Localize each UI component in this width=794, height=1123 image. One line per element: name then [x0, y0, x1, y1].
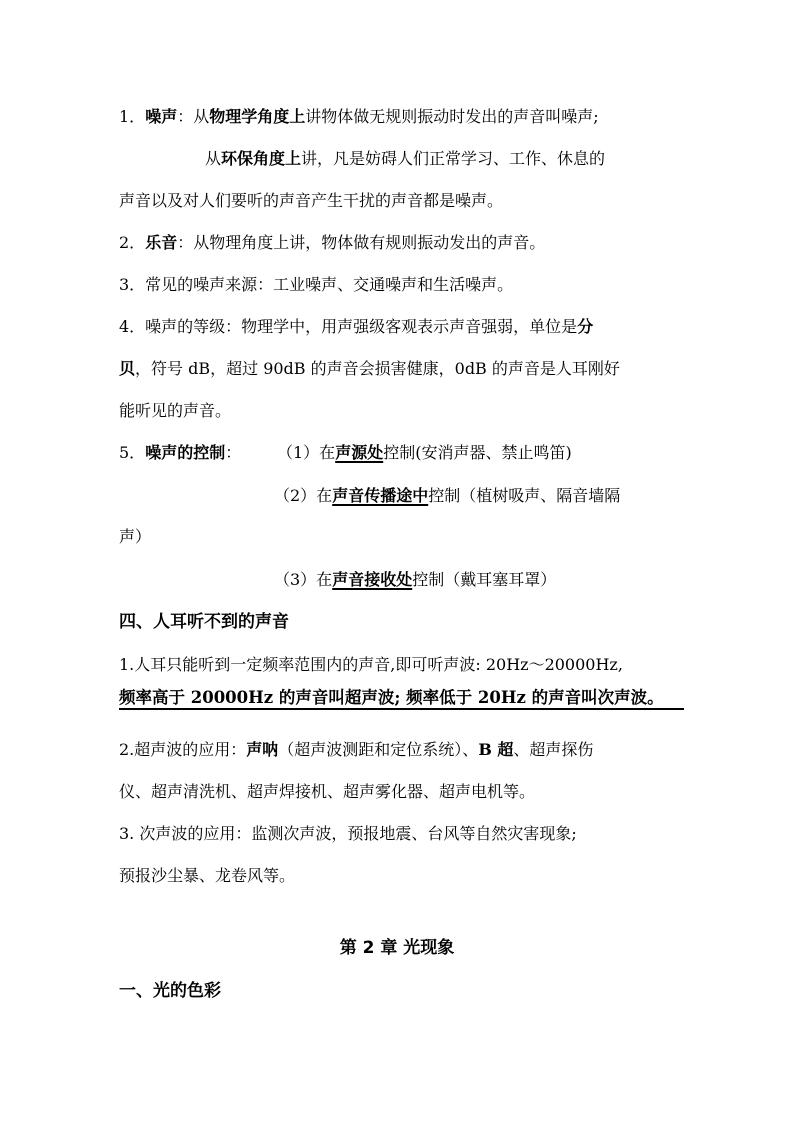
- item-5-method-2-cont: [119, 526, 151, 548]
- item-5-number: 5．: [119, 443, 146, 462]
- section-4-p2-line-1: [119, 739, 593, 761]
- ultrasound-app-list: 仪、超声清洗机、超声焊接机、超声雾化器、超声电机等。: [119, 782, 536, 801]
- item-4-text-a: 4．噪声的等级：物理学中，用声强级客观表示声音强弱，单位是: [119, 317, 578, 336]
- item-5-colon: ：: [225, 443, 242, 462]
- section-4-heading: 四、人耳听不到的声音: [119, 612, 289, 632]
- item-1-prefix-2: 从: [205, 149, 222, 168]
- infrasound-app-text-2: 预报沙尘暴、龙卷风等。: [119, 866, 296, 885]
- item-4-line-1: [119, 316, 593, 338]
- method-2-suffix: 控制（植树吸声、隔音墙隔: [428, 486, 621, 505]
- item-1-definition-1: 讲物体做无规则振动时发出的声音叫噪声;: [305, 107, 599, 126]
- item-4-line-3: [119, 400, 231, 422]
- item-4-unit-bold-b: 贝: [119, 359, 136, 378]
- item-5-method-1: [277, 442, 572, 464]
- ultrasound-infrasound-definition: 频率高于 20000Hz 的声音叫超声波; 频率低于 20Hz 的声音叫次声波。: [119, 688, 664, 707]
- item-2-term: 乐音: [145, 233, 178, 252]
- item-2-text: ：从物理角度上讲，物体做有规则振动发出的声音。: [177, 233, 546, 252]
- section-4-p1-line-1: [119, 654, 623, 676]
- section-4-p3-line-1: [119, 823, 577, 845]
- section-4-p2-line-2: [119, 781, 535, 803]
- item-1-number: 1．: [119, 107, 146, 126]
- method-3-prefix: （3）在: [274, 570, 333, 589]
- item-4-text-c: 能听见的声音。: [119, 401, 232, 420]
- infrasound-app-text: 3. 次声波的应用：监测次声波，预报地震、台风等自然灾害现象;: [119, 824, 577, 843]
- item-1-colon: ：从: [177, 107, 210, 126]
- b-ultrasound-term: B 超: [478, 740, 514, 759]
- section-4-p3-line-2: [119, 865, 295, 887]
- item-1-term: 噪声: [145, 107, 178, 126]
- item-5-method-2: [274, 485, 620, 507]
- method-2-prefix: （2）在: [274, 486, 333, 505]
- item-2-number: 2．: [119, 233, 146, 252]
- item-1-line-3: [119, 190, 503, 212]
- item-3-line: [119, 274, 513, 296]
- method-1-suffix: 控制(安消声器、禁止鸣笛): [383, 443, 572, 462]
- method-2-key: 声音传播途中: [332, 486, 429, 505]
- audible-range-text: 1.人耳只能听到一定频率范围内的声音,即可听声波: 20Hz～20000Hz,: [119, 655, 623, 674]
- item-5-line-1: [119, 442, 241, 464]
- item-1-line-2: [205, 148, 605, 170]
- item-5-method-3: [274, 569, 556, 591]
- method-3-suffix: 控制（戴耳塞耳罩）: [412, 570, 557, 589]
- item-3-text: 3．常见的噪声来源：工业噪声、交通噪声和生活噪声。: [119, 275, 514, 294]
- item-1-definition-2b: 声音以及对人们要听的声音产生干扰的声音都是噪声。: [119, 191, 504, 210]
- underline-rule: [119, 708, 684, 710]
- section-1-heading: 一、光的色彩: [119, 981, 221, 1001]
- method-1-prefix: （1）在: [277, 443, 336, 462]
- item-4-text-b: ，符号 dB，超过 90dB 的声音会损害健康，0dB 的声音是人耳刚好: [135, 359, 620, 378]
- section-4-p1-line-2: [119, 687, 664, 709]
- method-2-continuation: 声）: [119, 527, 152, 546]
- item-2-line: [119, 232, 545, 254]
- ultrasound-app-prefix: 2.超声波的应用：: [119, 740, 247, 759]
- method-1-key: 声源处: [335, 443, 384, 462]
- method-3-key: 声音接收处: [332, 570, 413, 589]
- item-1-definition-2a: 讲，凡是妨碍人们正常学习、工作、休息的: [301, 149, 606, 168]
- item-4-unit-bold-a: 分: [577, 317, 594, 336]
- sonar-description: （超声波测距和定位系统）、: [278, 740, 479, 759]
- item-1-physics-perspective: 物理学角度上: [209, 107, 306, 126]
- item-1-line-1: [119, 106, 599, 128]
- chapter-title: 第 2 章 光现象: [339, 938, 455, 958]
- item-5-term: 噪声的控制: [145, 443, 226, 462]
- sonar-term: 声呐: [246, 740, 279, 759]
- item-1-environment-perspective: 环保角度上: [221, 149, 302, 168]
- item-4-line-2: [119, 358, 620, 380]
- ultrasound-app-rest: 、超声探伤: [513, 740, 594, 759]
